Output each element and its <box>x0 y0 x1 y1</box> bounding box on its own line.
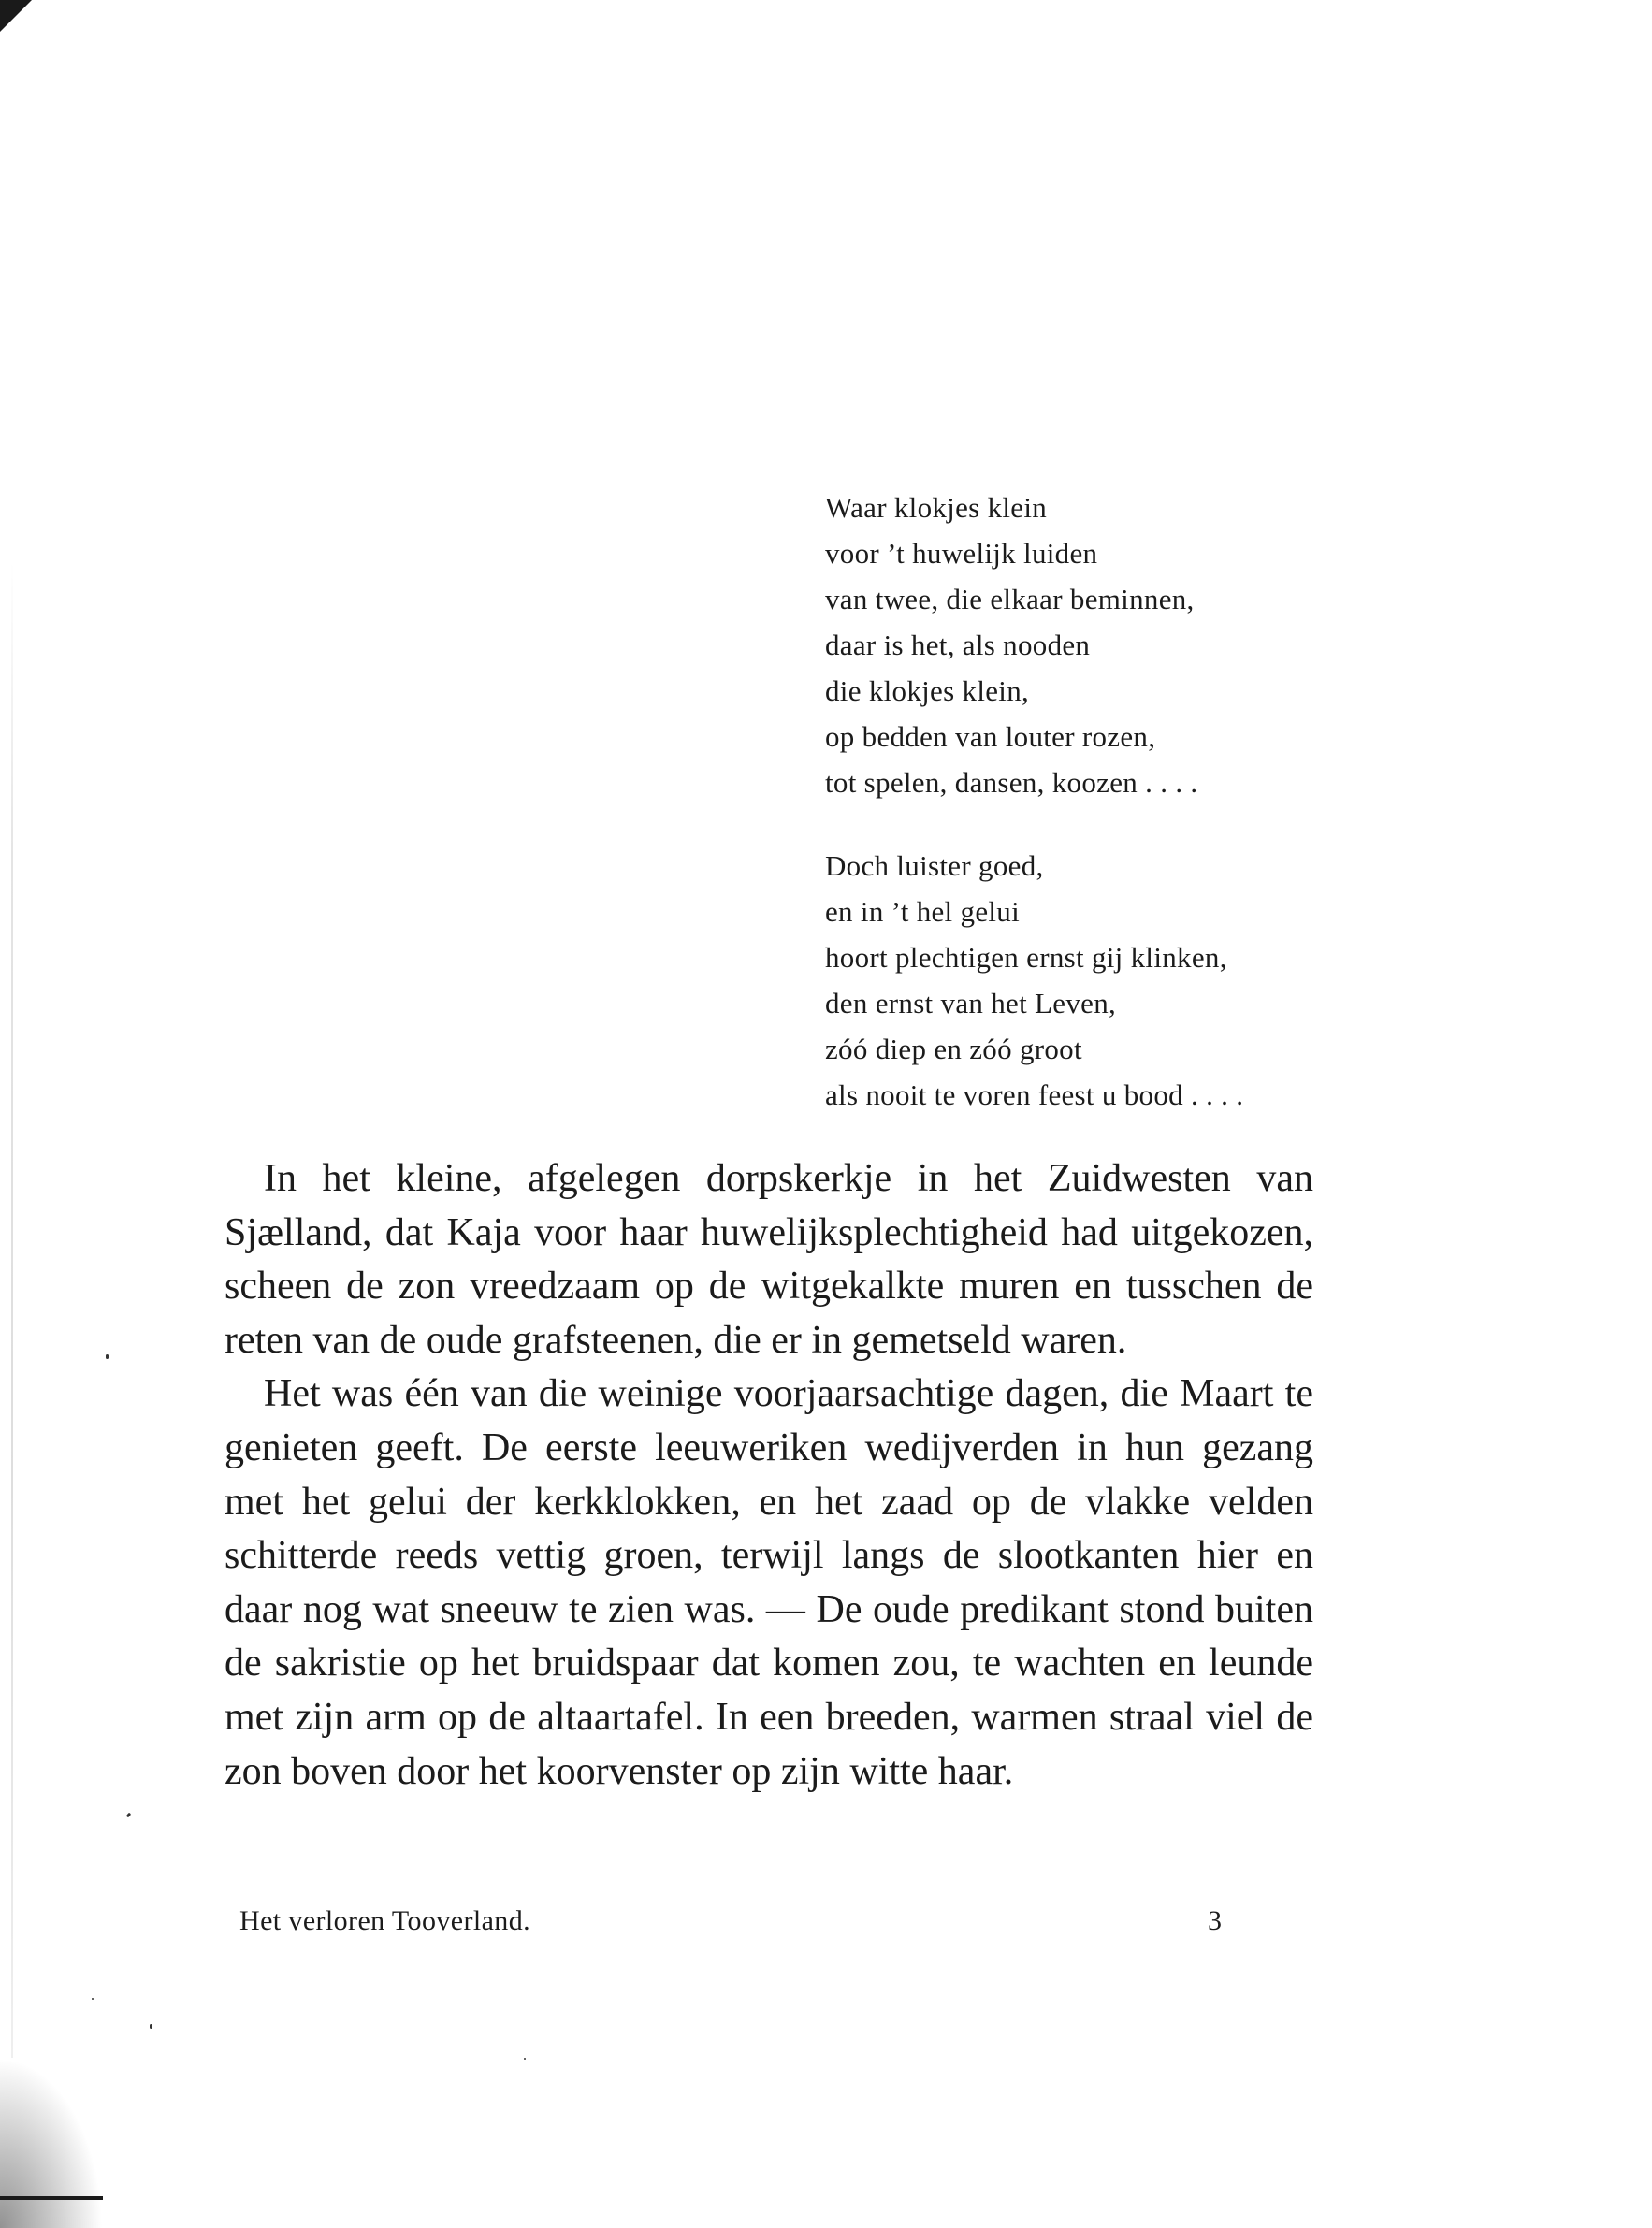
footer-signature-mark: 3 <box>1208 1905 1222 1936</box>
footer-book-title: Het verloren Tooverland. <box>239 1905 531 1936</box>
poem-line: en in ’t hel gelui <box>825 895 1021 928</box>
poem-line: van twee, die elkaar beminnen, <box>825 583 1195 615</box>
poem-line: Waar klokjes klein <box>825 491 1048 524</box>
scan-speck <box>126 1813 132 1818</box>
poem-line: die klokjes klein, <box>825 674 1030 707</box>
scan-bottom-edge <box>0 2196 103 2200</box>
poem-line: hoort plechtigen ernst gij klinken, <box>825 941 1227 974</box>
poem-line: zóó diep en zóó groot <box>825 1033 1082 1065</box>
scan-edge-shadow <box>11 561 13 2058</box>
scan-speck <box>106 1354 109 1359</box>
scan-speck <box>92 1998 94 2000</box>
scan-speck <box>524 2058 526 2060</box>
page-footer <box>239 1902 1222 1940</box>
poem-line: voor ’t huwelijk luiden <box>825 537 1098 570</box>
poem-stanza-2 <box>825 843 1349 1118</box>
body-text <box>225 1152 1313 1799</box>
paragraph: Het was één van die weinige voorjaarsachtige dagen, die Maart te genieten geeft. De eerste leeuweriken wedijverden in hun gezang met het gelui der kerkklokken, en het zaad op de vlakke velden schitterde reeds vettig groen, terwijl langs de slootkanten hier en daar nog wat sneeuw te zien was. — De oude predikant stond buiten de sakristie op het bruidspaar dat komen zou, te wachten en leunde met zijn arm op de altaartafel. In een breeden, warmen straal viel de zon boven door het koorvenster op zijn witte haar. <box>225 1372 1313 1793</box>
poem-line: den ernst van het Leven, <box>825 987 1117 1020</box>
paragraph: In het kleine, afgelegen dorpskerkje in het Zuidwesten van Sjælland, dat Kaja voor haar huwelijksplechtigheid had uitgekozen, scheen de zon vreedzaam op de witgekalkte muren en tusschen de reten van de oude grafsteenen, die er in gemetseld waren. <box>225 1157 1313 1362</box>
scan-corner-artifact <box>0 0 32 32</box>
poem-line: tot spelen, dansen, koozen . . . . <box>825 766 1198 799</box>
poem-stanza-1 <box>825 485 1349 805</box>
poem-line: op bedden van louter rozen, <box>825 720 1156 753</box>
scan-speck <box>150 2024 152 2029</box>
poem-epigraph <box>825 485 1349 1118</box>
poem-line: Doch luister goed, <box>825 849 1044 882</box>
poem-line: daar is het, als nooden <box>825 629 1091 661</box>
scan-bottom-shadow <box>0 2058 103 2228</box>
poem-line: als nooit te voren feest u bood . . . . <box>825 1078 1244 1111</box>
